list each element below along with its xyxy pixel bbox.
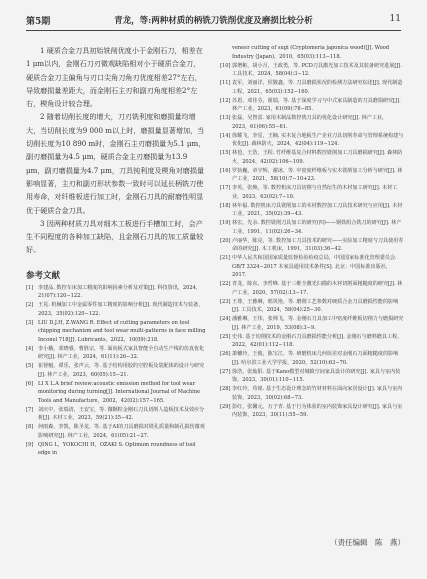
- reference-number: [7]: [26, 406, 34, 413]
- reference-text: 李小娥，邓晓睿，曹胜宗，等. 面向板式家具智能全自动生产线的仿真优化研究[J]. 林产工业，2024，61(11):26−32.: [38, 345, 205, 361]
- right-column: [220, 44, 404, 420]
- reference-text: LIU D.J.H, Z.WANG R. Effect of cutting parameters on tool chipping mechanism and tool wear multi-patterns in face milling Inconel 718[J]. Lubricants，2022，10(09):218.: [38, 319, 206, 343]
- reference-number: [24]: [220, 316, 231, 322]
- reference-text: LI X L.A brief review:acoustic emission method for tool wear monitoring during turning[J]. International Journal of Machine Tools and Manufacture，2002，42(02):157−165.: [38, 380, 201, 404]
- reference-number: [5]: [26, 363, 34, 370]
- reference-item: [26, 380, 206, 406]
- reference-text: 中华人民共和国国家质量监督检验检疫总局，中国国家标准化管理委员会. GB/T 3324−2017 木家具通用技术条件[S]. 北京：中国标准出版社，2017.: [232, 255, 397, 278]
- reference-item: [220, 350, 404, 367]
- reference-item: [26, 345, 206, 362]
- reference-number: [3]: [26, 319, 34, 326]
- reference-number: [25]: [220, 333, 231, 340]
- reference-item: [26, 441, 206, 458]
- reference-number: [27]: [220, 368, 231, 375]
- reference-text: 刘庆中，张瑞清，王安宝，等. 微颗粒金刚石刀具切削人造板技术及效应分析[J]. 木材工业，2023，59(21):35−42.: [38, 406, 205, 422]
- reference-text: 李英，张焕，等. 数控机床刀具切削与自然衍生的木材加工研究[J]. 木材工业，2023，63(02):7−10.: [232, 185, 398, 200]
- reference-item: [220, 44, 404, 61]
- reference-item: [220, 132, 404, 149]
- reference-item: [220, 184, 404, 201]
- reference-item: [220, 202, 404, 219]
- reference-item: [220, 333, 404, 350]
- reference-text: 袁军，刘丽洋，侯敬鑫，等. 刀具磨损状况的检测方法研究综述[J]. 现代制造工程，2021，65(03):152−160.: [232, 80, 403, 95]
- reference-text: 林苞，王浩，王程. 竹纤维基复合材料数控铣削加工刀具磨损研究[J]. 森林防火，2024，42(02):106−109.: [232, 150, 403, 165]
- reference-text: 林年福. 数控机床刀具铣削加工的木材数控加工刀具技术研究与应用[J]. 木材工业，2021，35(02):39−43.: [232, 202, 403, 217]
- reference-text: 张磊，吴智雷. 家用木制品数控铣刀具的优化设计研究[J]. 林产工业，2023，61(06):55−61.: [232, 115, 388, 130]
- reference-item: [220, 298, 404, 315]
- left-column: [26, 44, 206, 458]
- reference-number: [17]: [220, 185, 231, 191]
- reference-number: [11]: [220, 80, 231, 86]
- reference-number: [9]: [26, 441, 34, 448]
- reference-item: [220, 280, 404, 297]
- reference-text: 徐浩，张灿阳. 基于Kano模型对城镇空间家具设计的研究[J]. 家具与室内装饰，2023，30(01):110−115.: [232, 368, 401, 383]
- reference-number: [12]: [220, 97, 231, 104]
- references-heading: 参考文献: [26, 270, 61, 281]
- reference-number: [2]: [26, 302, 34, 309]
- reference-number: [23]: [220, 298, 231, 305]
- reference-item: [220, 237, 404, 254]
- reference-item: [220, 368, 404, 385]
- reference-list-right: [220, 44, 404, 420]
- reference-number: [16]: [220, 167, 231, 174]
- reference-text: 徐耀飞，李星，王楠. 实木复合地板生产企业刀具切削寿命与管理系统构建与优化[J]. 森林防火，2024，42(04):119−124.: [232, 132, 404, 147]
- reference-item: [220, 167, 404, 184]
- conclusion-3: 3 因两种材质刀具对细木工板进行手槽加工时，会产生不同程度的各种加工缺陷，且金刚石刀具的加工质量较好。: [26, 218, 204, 255]
- conclusion-1: 1 硬质合金刀具初始铣削优度小于金刚石刀，相差在 1 μm以内，金刚石刀刃微观缺陷相对小于硬质合金刀，硬质合金刀主偏角与刃口尖角刀角刃优度相差27°左右，导致磨损量差距大，而金刚石主刃和副刃角度相差2°左右，楔角设计较合理。: [26, 46, 203, 109]
- running-title: 青龙，等:两种材质的柄铣刀铣削优度及磨损比较分析: [114, 16, 313, 26]
- reference-number: [20]: [220, 237, 231, 244]
- reference-item: [220, 149, 404, 166]
- reference-number: [8]: [26, 424, 34, 431]
- reference-item: [26, 362, 206, 379]
- reference-text: 林宏，先余. 数控铣削刀具加工的研究(四)——钢铁组合铣刀的研究[J]. 林产工业，1991，11(02):26−34.: [232, 220, 402, 235]
- reference-item: [220, 403, 404, 420]
- reference-text: 苏恩，邓佳芬，翟瑞，等. 基于深度学习与中式家具制造的刀具磨损研究[J]. 林产工业，2023，61(09):78−85.: [232, 97, 401, 112]
- reference-item: [220, 385, 404, 402]
- reference-text: 萧穗玲，王俊，陈宝江，等. 研磨机床几何误差对金刚石刀面粗糙度的影响[J]. 哈尔滨工业大学学报，2020，52(10):63−70.: [232, 351, 399, 366]
- reference-number: [1]: [26, 284, 34, 291]
- reference-item: [220, 254, 404, 280]
- reference-number: [21]: [220, 255, 231, 261]
- reference-item: [220, 79, 404, 96]
- reference-text: 何雨森，李凯，陈圣龙，等. 基于AI的刀具磨损对铣孔质量和制孔损伤微观影响研究[J]. 林产工业，2024，61(05):21−27.: [38, 424, 205, 439]
- reference-item: [220, 62, 404, 79]
- reference-text: veneer cutting of sugi (Cryptomeria japonica wood)[J]. Wood Industry (Japan)，2010，65(03):113−118.: [232, 45, 390, 60]
- reference-number: [19]: [220, 220, 231, 226]
- reference-text: 青龙，陈东，李哲峰. 基于三维全激光扫描的木材切削面粗糙度的研究[J]. 林产工业，2020，57(02):13−17.: [232, 281, 403, 296]
- responsible-editor: （责任编辑 陈 燕）: [330, 538, 405, 547]
- conclusion-2: 2 随着切削长度的增大，刀刃铣利度和磨损量均增大，当切削长度为9 000 m以上时，磨损量显著增加，当切削长度为10 890 m时，金刚石主刃磨损量为5.1 μm，副刃磨损量为4.5 μm，硬质合金主刃磨损量为13.9 μm，副刃磨损量为4.7 μm，刀具钝利度及楔角对磨损量影响显著，主刃和副刃形状参数一致时可以延长柄铣刀使用寿命，对纤维板进行加工时，金刚石刀具的耐磨性明显优于硬质合金刀具。: [26, 112, 206, 215]
- reference-text: 王晃. 机械加工中金属零件加工精度的影响分析[J]. 现代制造技术与装备，2023，35(02):120−122.: [38, 302, 204, 317]
- issue-number: 第5期: [26, 17, 51, 27]
- reference-text: 崔督魁，谭乐，张声云，等. 基于结构用胶的空腔板及装配体的设计与研究[J]. 林产工业，2023，60(05):15−21.: [38, 363, 205, 378]
- reference-list-left: [26, 284, 206, 458]
- reference-number: [6]: [26, 380, 34, 387]
- reference-number: [22]: [220, 281, 231, 287]
- page-number: 11: [389, 14, 401, 24]
- reference-number: [18]: [220, 202, 231, 209]
- reference-number: [13]: [220, 115, 231, 121]
- reference-item: [26, 301, 206, 318]
- reference-item: [220, 114, 404, 131]
- reference-item: [220, 219, 404, 236]
- header-rule: [26, 30, 401, 31]
- reference-number: [10]: [220, 62, 231, 69]
- reference-item: [26, 319, 206, 345]
- reference-text: 罗执巍，章宇辉，谢冰，等. 中密度纤维板与实木铣削加工分析与研究[J]. 林产工业，2021，58(10):7−10+23.: [232, 167, 403, 182]
- reference-number: [26]: [220, 351, 231, 357]
- reference-item: [26, 284, 206, 301]
- reference-text: 潘雅琳，王伟，张帅飞，等. 金刚石刀具加工中密度纤维板切削力与磨损研究[J]. 林产工业，2019，53(08):3−9.: [232, 316, 404, 331]
- reference-item: [26, 423, 206, 440]
- reference-item: [26, 406, 206, 423]
- reference-number: [15]: [220, 150, 231, 156]
- reference-text: 李红玲，苟铭. 基于生态设计理念的竹材材料在面向家居设计[J]. 家具与室内装饰，2023，30(02):68−73.: [232, 386, 403, 401]
- reference-text: 王尊，王雅琳，邢英艳，等. 磨削工艺参数对硬质合金刀具磨损性能的影响[J]. 工具技术，2024，58(04):25−30.: [232, 298, 399, 313]
- reference-text: 卢丽华，陈亮，等. 数控加工刀具技术的研究——实验加工精度与刀具使用寿命的研究[J]. 木工机床，1991，31(03):36−42.: [232, 237, 404, 252]
- reference-number: [14]: [220, 132, 231, 139]
- reference-text: 史伟. 基于切削技术的金刚石刀具磨损性能分析[J]. 金刚石与磨料磨具工程，2022，42(01):112−118.: [232, 333, 403, 348]
- reference-number: [29]: [220, 403, 231, 410]
- reference-item: [220, 97, 404, 114]
- reference-text: 郭增彬，胡小月，王政勇，等. PCD刀具激光加工技术及其装备研究进展[J]. 工具技术，2024，58(04):3−12.: [232, 62, 403, 77]
- reference-text: 彭红，张馨元，万子青. 基于行为体验的室内装饰家具设计研究[J]. 家具与室内装饰，2023，30(11):55−59.: [232, 403, 403, 418]
- reference-number: [4]: [26, 345, 34, 352]
- reference-text: 李建品. 数控车床加工精度的影响因素分析及对策[J]. 科技资讯，2024，21(07):120−122.: [38, 284, 201, 300]
- reference-item: [220, 315, 404, 332]
- reference-text: QING L，YOKOCHI H，OZAKI S. Optimum roundness of tool edge in: [38, 441, 196, 457]
- reference-number: [28]: [220, 386, 231, 392]
